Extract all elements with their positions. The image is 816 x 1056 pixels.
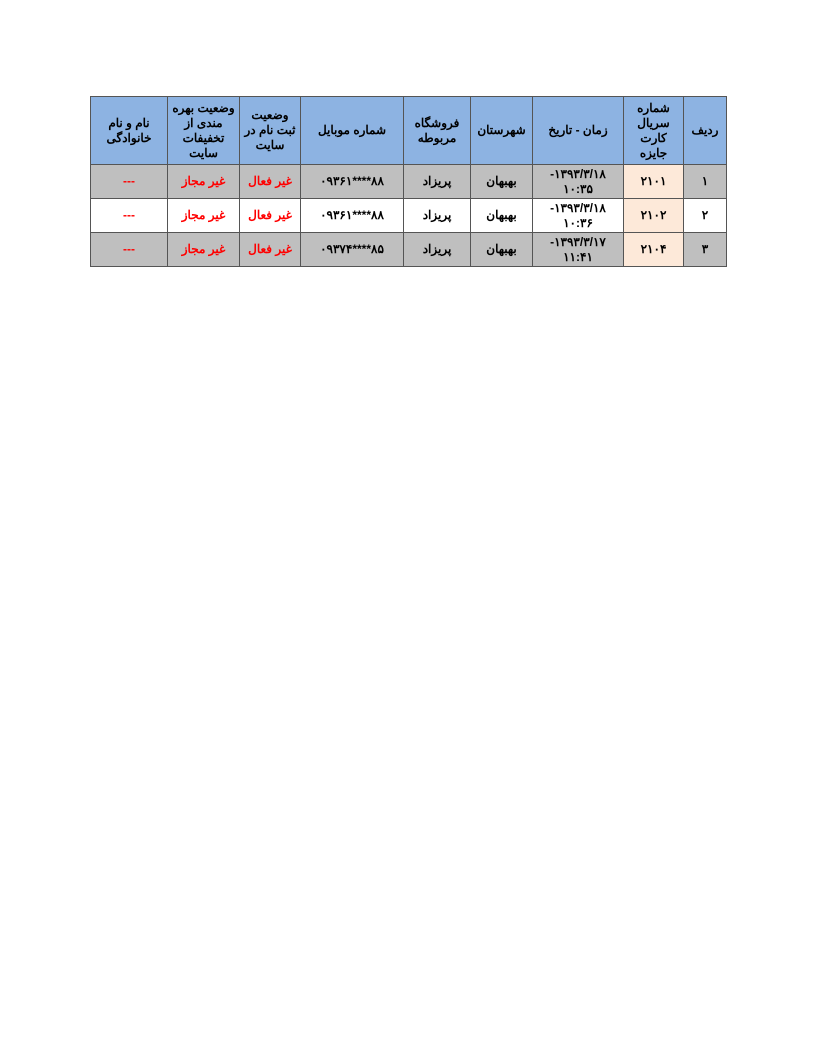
full-name-cell: --- [91,165,168,199]
datetime-cell [533,233,624,267]
mobile-cell: ۰۹۳۶۱****۸۸ [301,165,404,199]
mobile-cell: ۰۹۳۷۴****۸۵ [301,233,404,267]
datetime-cell [533,199,624,233]
store-cell: پریزاد [404,233,471,267]
discount-status-cell: غیر مجاز [168,233,240,267]
time-text: ۱۰:۳۶ [563,215,593,230]
serial-cell: ۲۱۰۲ [624,199,684,233]
header-store: فروشگاه مربوطه [404,97,471,165]
full-name-cell: --- [91,233,168,267]
header-registration-status: وضعیت ثبت نام در سایت [240,97,301,165]
prize-card-table [90,96,727,267]
serial-cell: ۲۱۰۱ [624,165,684,199]
date-text: ۱۳۹۳/۳/۱۸- [550,200,606,215]
registration-status-cell: غیر فعال [240,199,301,233]
store-cell: پریزاد [404,165,471,199]
registration-status-cell: غیر فعال [240,165,301,199]
serial-cell: ۲۱۰۴ [624,233,684,267]
header-full-name: نام و نام خانوادگی [91,97,168,165]
city-cell: بهبهان [471,233,533,267]
row-number-cell: ۲ [684,199,727,233]
header-city: شهرستان [471,97,533,165]
time-text: ۱۰:۳۵ [563,181,593,196]
store-cell: پریزاد [404,199,471,233]
city-cell: بهبهان [471,199,533,233]
header-row [91,97,727,165]
mobile-cell: ۰۹۳۶۱****۸۸ [301,199,404,233]
date-text: ۱۳۹۳/۳/۱۸- [550,166,606,181]
header-datetime: زمان - تاریخ [533,97,624,165]
table-row [91,233,727,267]
full-name-cell: --- [91,199,168,233]
registration-status-cell: غیر فعال [240,233,301,267]
discount-status-cell: غیر مجاز [168,199,240,233]
table-row [91,199,727,233]
time-text: ۱۱:۴۱ [563,249,593,264]
city-cell: بهبهان [471,165,533,199]
row-number-cell: ۳ [684,233,727,267]
header-row-number: ردیف [684,97,727,165]
row-number-cell: ۱ [684,165,727,199]
table-row [91,165,727,199]
discount-status-cell: غیر مجاز [168,165,240,199]
datetime-cell [533,165,624,199]
header-serial: شماره سریال کارت جایزه [624,97,684,165]
header-discount-status: وضعیت بهره مندی از تخفیفات سایت [168,97,240,165]
date-text: ۱۳۹۳/۳/۱۷- [550,234,606,249]
header-mobile: شماره موبایل [301,97,404,165]
